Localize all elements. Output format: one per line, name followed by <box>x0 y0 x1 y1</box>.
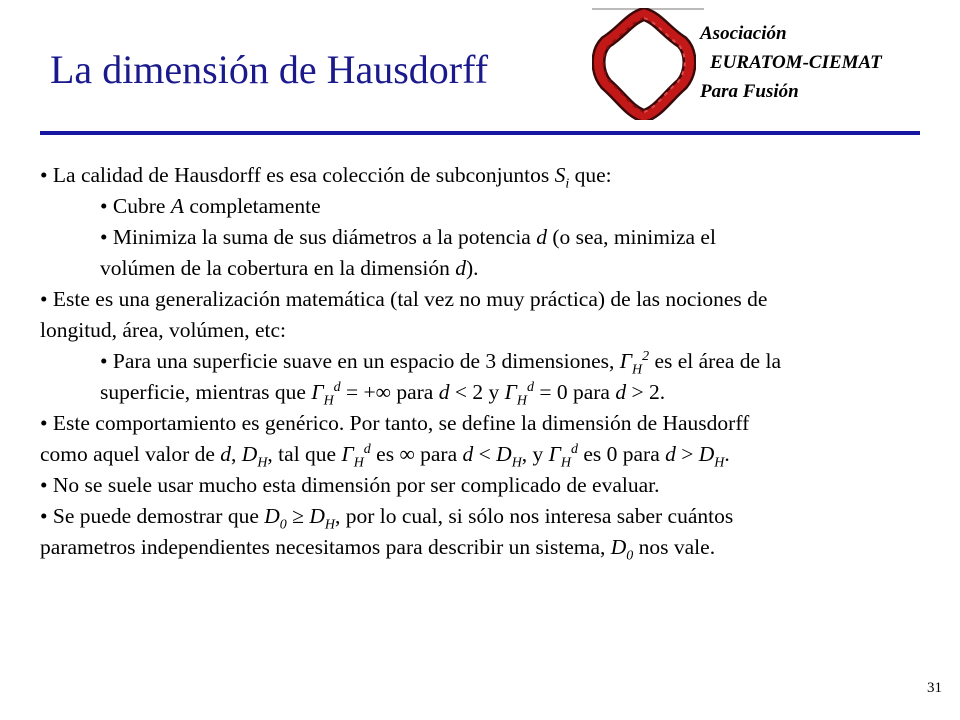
sub-bullet-line: • Minimiza la suma de sus diámetros a la potencia d (o sea, minimiza el <box>100 225 716 249</box>
sub-bullet-line: • Cubre A completamente <box>100 194 321 218</box>
org-line-3: Para Fusión <box>700 81 799 102</box>
slide-title: La dimensión de Hausdorff <box>50 47 489 92</box>
bullet-line: • Este es una generalización matemática (tal vez no muy práctica) de las nociones de <box>40 287 768 311</box>
bullet-continuation: como aquel valor de d, $D_H$, tal que $\Gamma_H^d$ es ∞ para $d < D_H$, y $\Gamma_H^d$ es 0 para $d > D_H$. <box>40 441 730 471</box>
sub-bullet-continuation: volúmen de la cobertura en la dimensión d). <box>100 256 479 280</box>
org-line-2: EURATOM-CIEMAT <box>710 52 882 73</box>
bullet-continuation: longitud, área, volúmen, etc: <box>40 318 286 342</box>
bullet-line: • La calidad de Hausdorff es esa colección de subconjuntos $S_i$ que: <box>40 163 612 192</box>
euratom-ciemat-ring-logo <box>592 8 696 120</box>
bullet-line: • No se suele usar mucho esta dimensión por ser complicado de evaluar. <box>40 473 660 497</box>
bullet-line: • Este comportamiento es genérico. Por tanto, se define la dimensión de Hausdorff <box>40 411 750 435</box>
sub-bullet-line: • Para una superficie suave en un espacio de 3 dimensiones, $\Gamma_H^2$ es el área de la <box>100 348 781 378</box>
org-line-1: Asociación <box>700 23 787 44</box>
slide-body <box>40 160 950 563</box>
title-rule <box>40 131 920 135</box>
bullet-line: • Se puede demostrar que $D_0 \ge D_H$, por lo cual, si sólo nos interesa saber cuántos <box>40 504 734 533</box>
page-number: 31 <box>927 680 942 696</box>
sub-bullet-continuation: superficie, mientras que $\Gamma_H^d$ = +∞ para d < 2 y $\Gamma_H^d = 0$ para d > 2. <box>100 379 666 409</box>
bullet-continuation: parametros independientes necesitamos para describir un sistema, $D_0$ nos vale. <box>40 535 716 564</box>
